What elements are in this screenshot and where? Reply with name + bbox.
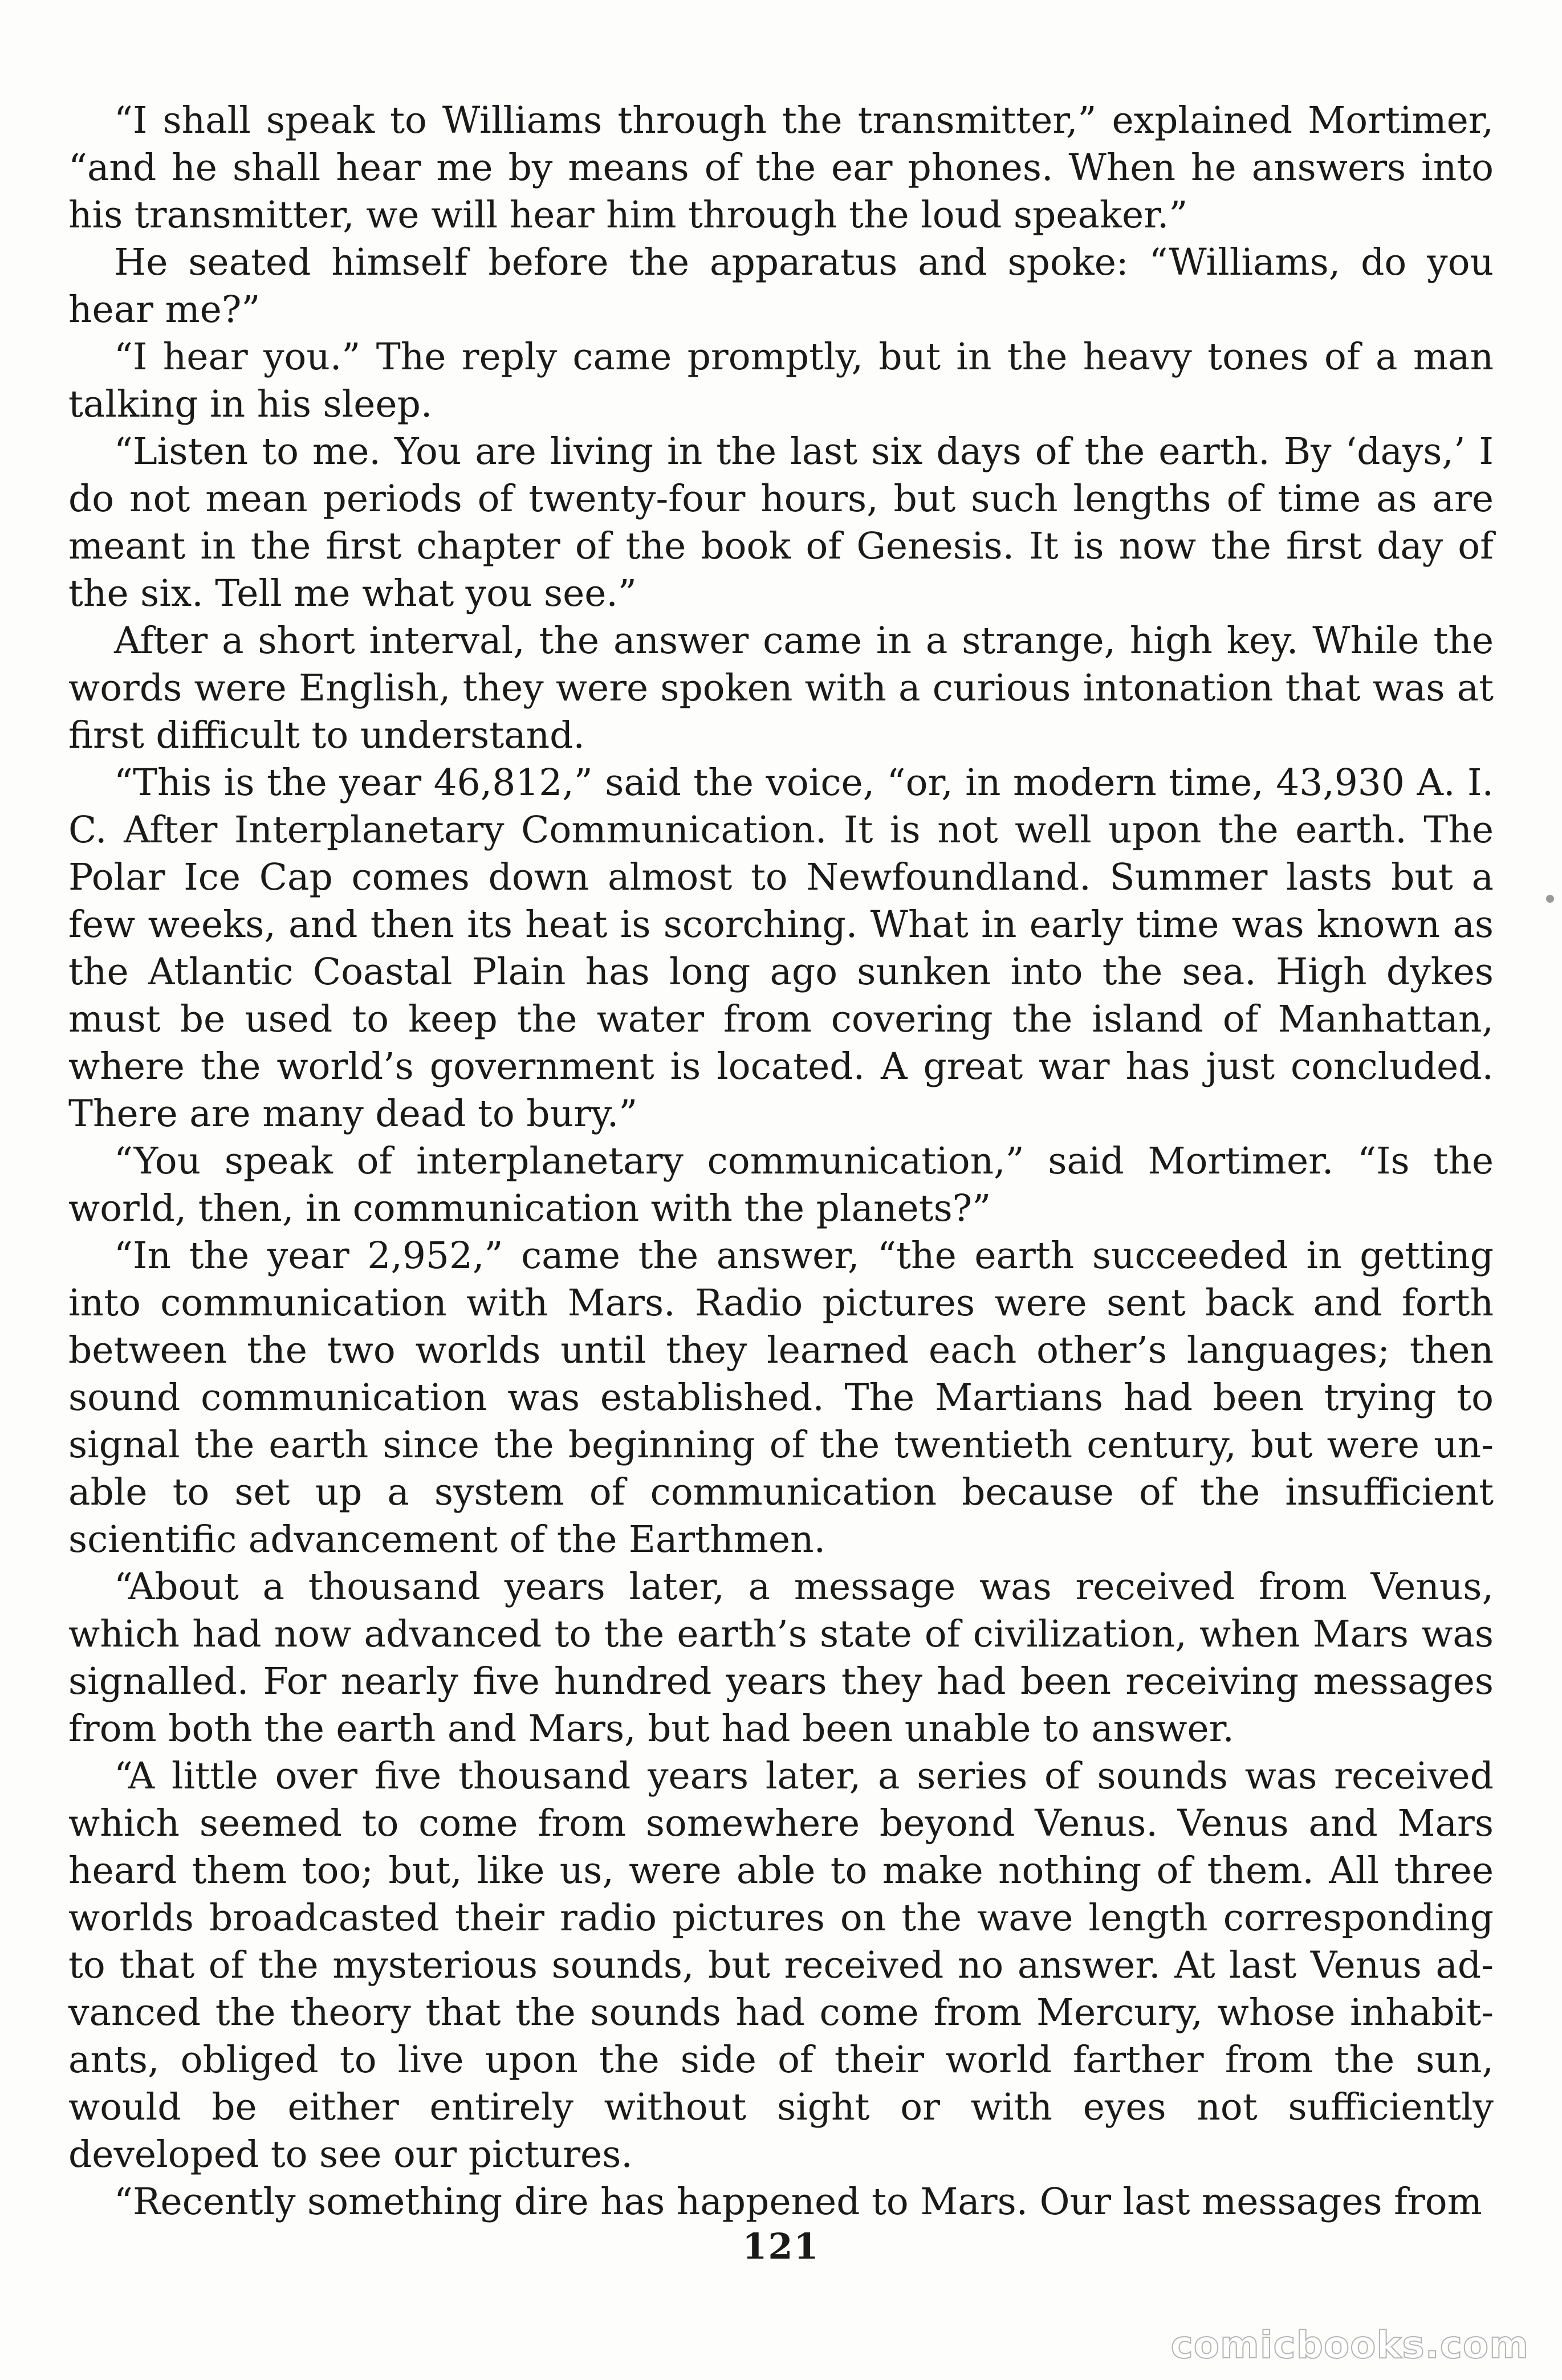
paragraph: “A little over five thousand years later, a series of sounds was received which seemed to come from somewhere beyond Venus. Venus and Mars heard them too; but, like us, were able to make nothing of them. All three worlds broadcasted their radio pictures on the wave length corresponding to that of the mysterious sounds, but received no answer. At last Venus advanced the theory that the sounds had come from Mercury, whose inhabitants, obliged to live upon the side of their world farther from the sun, would be either entirely without sight or with eyes not sufficiently developed to see our pictures. xyxy=(68,1755,1494,2176)
paragraph: “About a thousand years later, a message was received from Venus, which had now advanced to the earth’s state of civilization, when Mars was signalled. For nearly five hundred years they had been receiving messages from both the earth and Mars, but had been unable to answer. xyxy=(68,1566,1494,1750)
paragraph: “You speak of interplanetary communication,” said Mortimer. “Is the world, then, in communication with the planets?” xyxy=(68,1140,1494,1230)
margin-speck xyxy=(1546,895,1554,903)
paragraph: “Recently something dire has happened to Mars. Our last messages from xyxy=(114,2181,1482,2223)
paragraph: “This is the year 46,812,” said the voice, “or, in modern time, 43,930 A. I. C. After Interplanetary Communication. It is not well upon the earth. The Polar Ice Cap comes down almost to Newfoundland. Summer lasts but a few weeks, and then its heat is scorching. What in early time was known as the Atlantic Coastal Plain has long ago sunken into the sea. High dykes must be used to keep the water from covering the island of Manhattan, where the world’s government is located. A great war has just concluded. There are many dead to bury.” xyxy=(68,761,1494,1135)
paragraph: “I shall speak to Williams through the transmitter,” explained Mortimer, “and he shall hear me by means of the ear phones. When he answers into his transmitter, we will hear him through the loud speaker.” xyxy=(68,99,1494,237)
watermark-logo: comicbooks.com xyxy=(1170,2323,1529,2367)
page-number: 121 xyxy=(742,2226,820,2267)
paragraph: “I hear you.” The reply came promptly, but in the heavy tones of a man talking in his sleep. xyxy=(68,336,1494,426)
body-text xyxy=(68,97,1494,2226)
paragraph: He seated himself before the apparatus and spoke: “Williams, do you hear me?” xyxy=(68,241,1494,331)
paragraph: “Listen to me. You are living in the last six days of the earth. By ‘days,’ I do not mean periods of twenty-four hours, but such lengths of time as are meant in the first chapter of the book of Genesis. It is now the first day of the six. Tell me what you see.” xyxy=(68,430,1494,615)
paragraph: “In the year 2,952,” came the answer, “the earth succeeded in getting into communication with Mars. Radio pictures were sent back and forth between the two worlds until they learned each other’s languages; then sound communication was established. The Martians had been trying to signal the earth since the beginning of the twentieth century, but were unable to set up a system of communication because of the insufficient scientific advancement of the Earthmen. xyxy=(68,1234,1494,1561)
paragraph: After a short interval, the answer came in a strange, high key. While the words were English, they were spoken with a curious intonation that was at first difficult to understand. xyxy=(68,620,1494,757)
